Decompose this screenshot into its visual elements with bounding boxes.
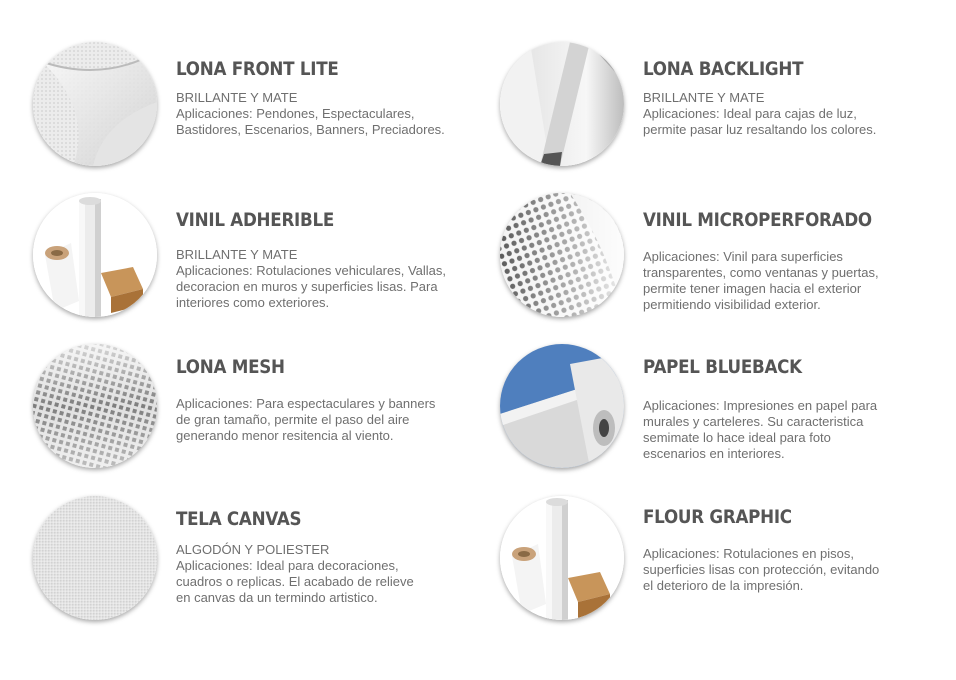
product-description xyxy=(643,398,948,462)
product-description-line: Aplicaciones: Para espectaculares y banners xyxy=(176,396,436,411)
product-description xyxy=(643,90,948,138)
product-description-line: decoracion en muros y superficies lisas. Para xyxy=(176,279,438,294)
product-vinil-microperforado xyxy=(500,193,940,323)
product-description xyxy=(176,396,481,444)
product-title: LONA FRONT LITE xyxy=(176,58,339,80)
product-title: LONA BACKLIGHT xyxy=(643,58,804,80)
lona-roll-icon xyxy=(500,42,624,166)
product-description xyxy=(176,90,481,138)
product-vinil-adherible xyxy=(33,193,473,323)
product-title: PAPEL BLUEBACK xyxy=(643,356,802,378)
product-description xyxy=(176,542,481,606)
product-description-line: Aplicaciones: Ideal para decoraciones, xyxy=(176,558,399,573)
product-description-line: permite pasar luz resaltando los colores. xyxy=(643,122,877,137)
canvas-texture-icon xyxy=(33,496,157,620)
product-description-line: interiores como exteriores. xyxy=(176,295,330,310)
product-description-line: generando menor resitencia al viento. xyxy=(176,428,394,443)
product-subtitle: BRILLANTE Y MATE xyxy=(176,90,298,105)
product-description-line: permitiendo visibilidad exterior. xyxy=(643,297,821,312)
perforated-vinyl-icon xyxy=(500,193,624,317)
product-description-line: Aplicaciones: Rotulaciones vehiculares, Vallas, xyxy=(176,263,447,278)
product-description-line: cuadros o replicas. El acabado de relieve xyxy=(176,574,414,589)
product-description-line: Aplicaciones: Ideal para cajas de luz, xyxy=(643,106,857,121)
product-lona-front-lite xyxy=(33,42,473,172)
product-papel-blueback xyxy=(500,344,940,474)
product-tela-canvas xyxy=(33,496,473,626)
product-subtitle: BRILLANTE Y MATE xyxy=(643,90,765,105)
product-subtitle: BRILLANTE Y MATE xyxy=(176,247,298,262)
product-description xyxy=(176,247,481,311)
product-flour-graphic xyxy=(500,496,940,626)
product-description-line: Bastidores, Escenarios, Banners, Preciadores. xyxy=(176,122,445,137)
product-description-line: Aplicaciones: Impresiones en papel para xyxy=(643,398,878,413)
product-description xyxy=(643,546,948,594)
product-description-line: murales y carteleres. Su caracteristica xyxy=(643,414,864,429)
product-title: VINIL ADHERIBLE xyxy=(176,209,335,231)
product-description-line: escenarios en interiores. xyxy=(643,446,785,461)
product-title: TELA CANVAS xyxy=(176,508,302,530)
product-description-line: en canvas da un termindo artistico. xyxy=(176,590,378,605)
product-description-line: transparentes, como ventanas y puertas, xyxy=(643,265,879,280)
blueback-paper-roll-icon xyxy=(500,344,624,468)
product-description-line: el deterioro de la impresión. xyxy=(643,578,804,593)
product-description-line: de gran tamaño, permite el paso del aire xyxy=(176,412,410,427)
lona-fabric-icon xyxy=(33,42,157,166)
product-description-line: Aplicaciones: Pendones, Espectaculares, xyxy=(176,106,415,121)
product-description-line: Aplicaciones: Rotulaciones en pisos, xyxy=(643,546,855,561)
product-description-line: Aplicaciones: Vinil para superficies xyxy=(643,249,843,264)
product-description-line: superficies lisas con protección, evitando xyxy=(643,562,880,577)
product-description-line: permite tener imagen hacia el exterior xyxy=(643,281,862,296)
product-title: LONA MESH xyxy=(176,356,285,378)
product-subtitle: ALGODÓN Y POLIESTER xyxy=(176,542,330,557)
floor-graphic-roll-icon xyxy=(500,496,624,620)
mesh-fabric-icon xyxy=(33,344,157,468)
product-lona-backlight xyxy=(500,42,940,172)
product-title: FLOUR GRAPHIC xyxy=(643,506,792,528)
product-lona-mesh xyxy=(33,344,473,474)
vinyl-roll-box-icon xyxy=(33,193,157,317)
product-description-line: semimate lo hace ideal para foto xyxy=(643,430,831,445)
product-title: VINIL MICROPERFORADO xyxy=(643,209,872,231)
product-description xyxy=(643,249,948,313)
